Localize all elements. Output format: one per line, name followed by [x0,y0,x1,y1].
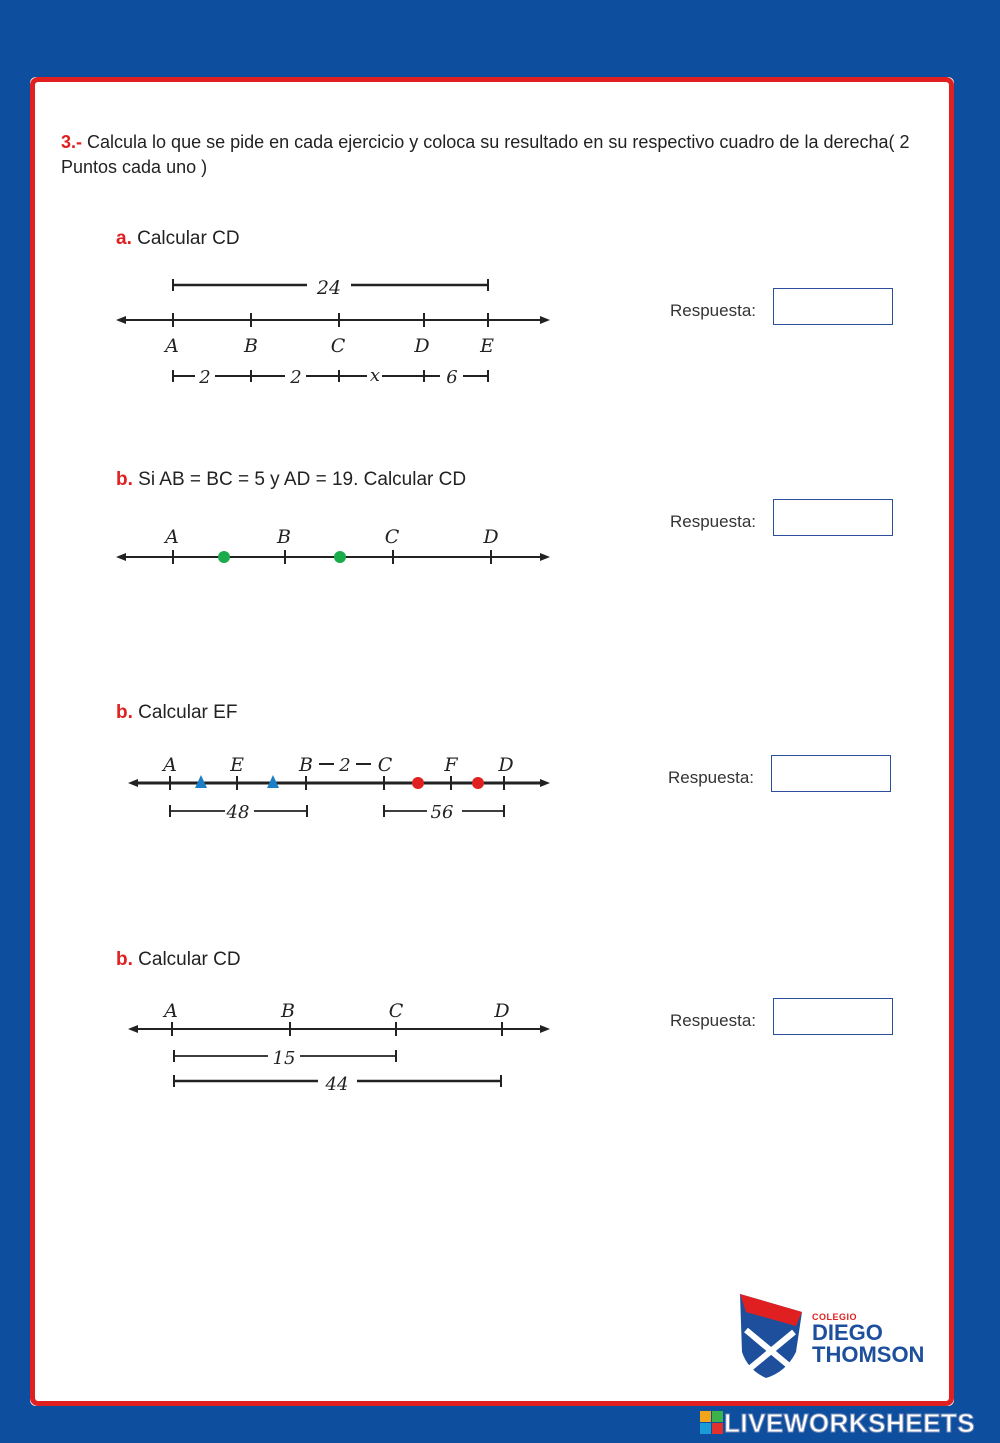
exercise-b3-figure [120,995,560,1095]
exercise-b3-title [116,949,241,971]
exercise-b2-title [116,702,237,724]
exercise-a-figure [110,270,560,400]
logo-name [812,1322,924,1366]
answer-input-b2[interactable] [771,755,891,792]
point-B: B [277,526,291,548]
point-C: C [330,335,346,357]
point-A: A [165,526,179,548]
instructions-text: Calcula lo que se pide en cada ejercicio y coloca su resultado en su respectivo cuadro de la derecha( 2 Puntos cada uno ) [61,132,910,177]
exercise-letter: b. [116,949,133,970]
green-dot [334,551,346,563]
segment-CD: x [369,365,381,386]
question-number: 3.- [61,132,83,152]
logo-line2: THOMSON [812,1342,925,1367]
label-24: 24 [316,277,342,299]
segment-BC: 2 [290,367,302,388]
exercise-b1-figure [110,520,560,570]
exercise-text: Calcular CD [131,228,240,249]
point-D: D [414,335,430,357]
point-F: F [444,754,458,776]
segment-AB: 2 [199,367,211,388]
school-shield-logo [736,1292,806,1380]
exercise-letter: b. [116,469,133,490]
segment-AD: 44 [325,1074,349,1095]
logo-line1: DIEGO [812,1320,883,1345]
point-B: B [244,335,258,357]
point-B: B [299,754,313,776]
point-D: D [498,754,514,776]
exercise-letter: a. [116,228,132,249]
segment-CD: 56 [430,802,454,823]
exercise-b2-figure [120,748,560,828]
point-A: A [165,335,179,357]
point-A: A [164,1000,178,1022]
red-dot [412,777,424,789]
point-C: C [377,754,393,776]
red-dot [472,777,484,789]
label-BC: 2 [339,755,351,776]
point-D: D [494,1000,510,1022]
point-E: E [480,335,494,357]
liveworksheets-logo-icon [700,1411,724,1435]
liveworksheets-watermark [700,1409,975,1437]
exercise-text: Si AB = BC = 5 y AD = 19. Calcular CD [132,469,467,490]
exercise-letter: b. [116,702,133,723]
answer-input-b1[interactable] [773,499,893,536]
point-C: C [388,1000,404,1022]
point-C: C [384,526,400,548]
point-D: D [483,526,499,548]
point-B: B [281,1000,295,1022]
logo-small-text: COLEGIO [812,1312,858,1322]
segment-DE: 6 [446,367,458,388]
point-A: A [163,754,177,776]
answer-label: Respuesta: [668,768,754,787]
exercise-a-title [116,228,240,250]
green-dot [218,551,230,563]
answer-label: Respuesta: [670,512,756,531]
answer-label: Respuesta: [670,301,756,320]
answer-input-a[interactable] [773,288,893,325]
segment-AB: 48 [226,802,250,823]
watermark-text: LIVEWORKSHEETS [724,1407,976,1438]
exercise-b1-title [116,469,466,491]
segment-AC: 15 [272,1048,296,1069]
exercise-text: Calcular EF [132,702,238,723]
instructions [61,130,911,180]
answer-label: Respuesta: [670,1011,756,1030]
exercise-text: Calcular CD [132,949,241,970]
answer-input-b3[interactable] [773,998,893,1035]
point-E: E [230,754,244,776]
